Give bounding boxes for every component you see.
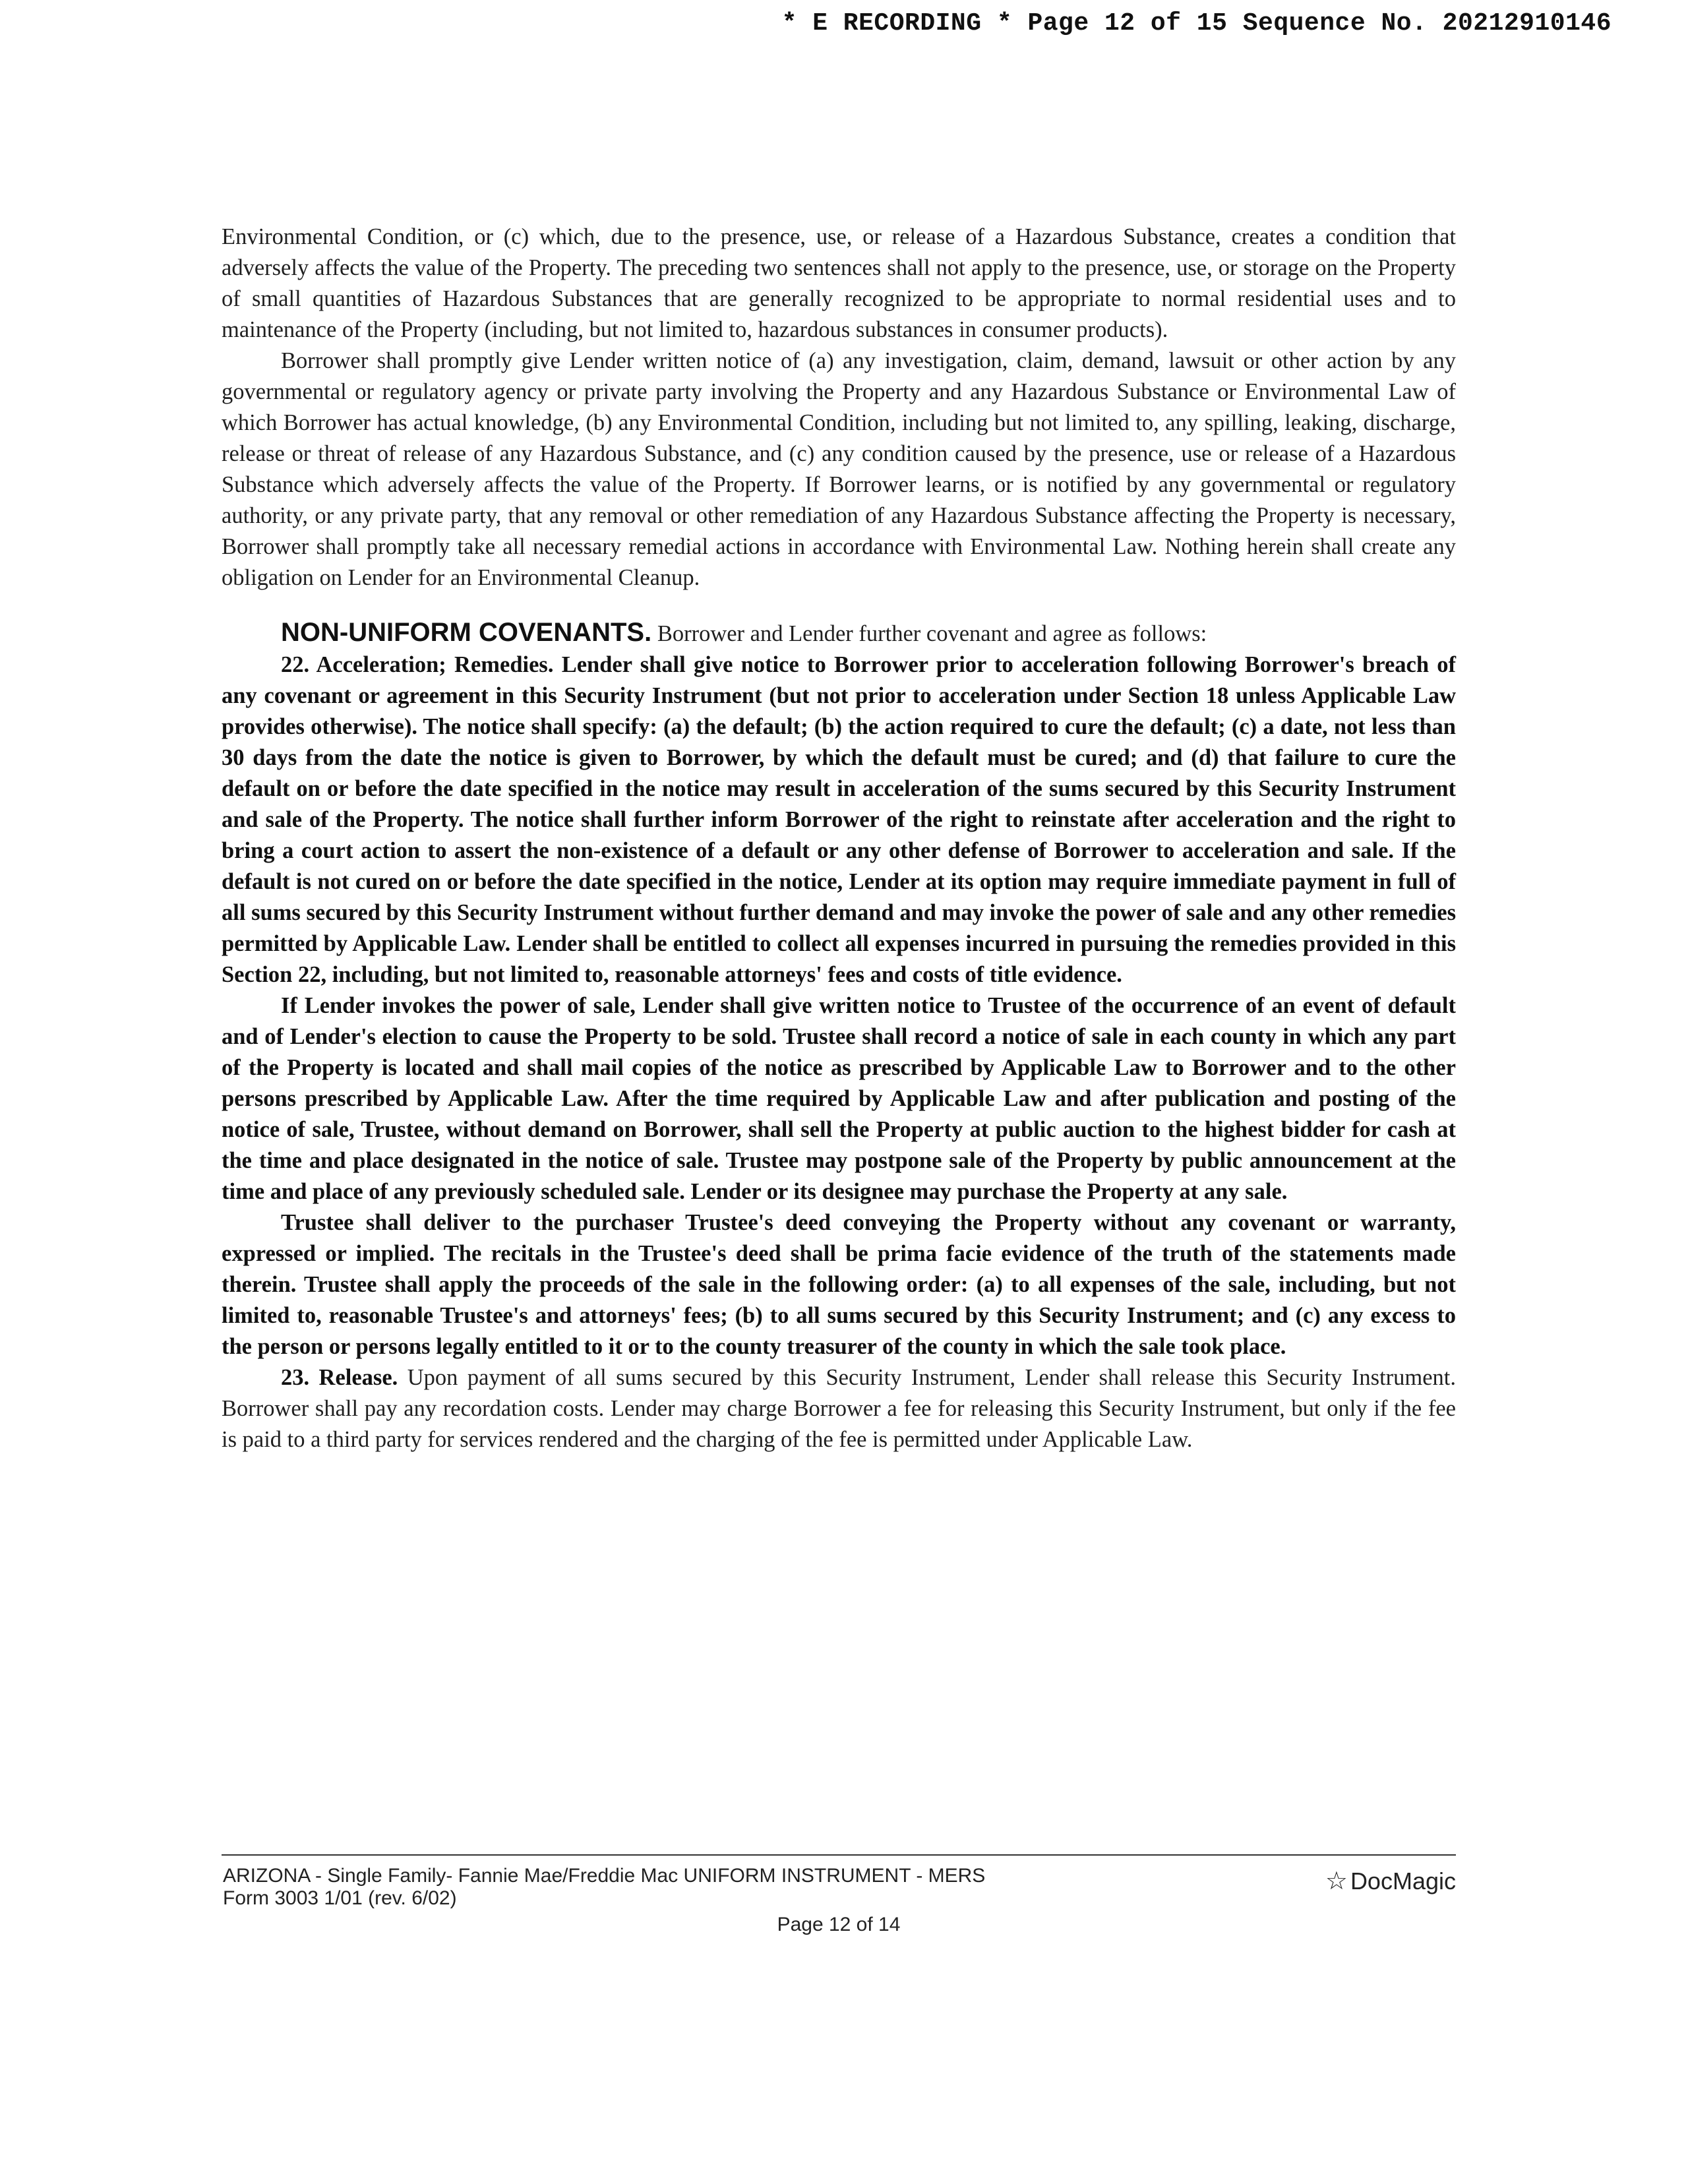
page-footer bbox=[222, 1854, 1456, 1935]
docmagic-logo-text: DocMagic bbox=[1350, 1867, 1456, 1895]
paragraph-environmental-condition: Environmental Condition, or (c) which, due to the presence, use, or release of a Hazardous Substance, creates a condition that adversely affects the value of the Property. The preceding two sentences shall not apply to the presence, use, or storage on the Property of small quantities of Hazardous Substances that are generally recognized to be appropriate to normal residential uses and to maintenance of the Property (including, but not limited to, hazardous substances in consumer products). bbox=[222, 224, 1456, 342]
section-23-title: 23. Release. bbox=[281, 1365, 398, 1390]
recording-header: * E RECORDING * Page 12 of 15 Sequence No. 20212910146 bbox=[781, 9, 1612, 38]
star-outline-icon: ☆ bbox=[1325, 1867, 1348, 1895]
form-line-1: ARIZONA - Single Family- Fannie Mae/Freddie Mac UNIFORM INSTRUMENT - MERS bbox=[223, 1865, 986, 1887]
non-uniform-covenants-heading: NON-UNIFORM COVENANTS. bbox=[281, 618, 652, 647]
section-22-text: Lender shall give notice to Borrower prior to acceleration following Borrower's breach of any covenant or agreement in this Security Instrument (but not prior to acceleration under Section 18 unless Applicable Law provides otherwise). The notice shall specify: (a) the default; (b) the action required to cure the default; (c) a date, not less than 30 days from the date the notice is given to Borrower, by which the default must be cured; and (d) that failure to cure the default on or before the date specified in the notice may result in acceleration of the sums secured by this Security Instrument and sale of the Property. The notice shall further inform Borrower of the right to reinstate after acceleration and the right to bring a court action to assert the non-existence of a default or any other defense of Borrower to acceleration and sale. If the default is not cured on or before the date specified in the notice, Lender at its option may require immediate payment in full of all sums secured by this Security Instrument without further demand and may invoke the power of sale and any other remedies permitted by Applicable Law. Lender shall be entitled to collect all expenses incurred in pursuing the remedies provided in this Section 22, including, but not limited to, reasonable attorneys' fees and costs of title evidence. bbox=[222, 652, 1457, 987]
form-identifier bbox=[223, 1865, 985, 1910]
document-body bbox=[222, 222, 1456, 1455]
non-uniform-covenants-line bbox=[222, 617, 1456, 650]
section-23-paragraph bbox=[222, 1362, 1456, 1455]
paragraph-trustee-deed: Trustee shall deliver to the purchaser Trustee's deed conveying the Property without any covenant or warranty, expressed or implied. The recitals in the Trustee's deed shall be prima facie evidence of the truth of the statements made therein. Trustee shall apply the proceeds of the sale in the following order: (a) to all expenses of the sale, including, but not limited to, reasonable Trustee's and attorneys' fees; (b) to all sums secured by this Security Instrument; and (c) any excess to the person or persons legally entitled to it or to the county treasurer of the county in which the sale took place. bbox=[222, 1210, 1456, 1359]
section-23-text: Upon payment of all sums secured by this Security Instrument, Lender shall release this Security Instrument. Borrower shall pay any recordation costs. Lender may charge Borrower a fee for releasing this Security Instrument, but only if the fee is paid to a third party for services rendered and the charging of the fee is permitted under Applicable Law. bbox=[222, 1365, 1457, 1452]
paragraph-power-of-sale: If Lender invokes the power of sale, Lender shall give written notice to Trustee of the occurrence of an event of default and of Lender's election to cause the Property to be sold. Trustee shall record a notice of sale in each county in which any part of the Property is located and shall mail copies of the notice as prescribed by Applicable Law to Borrower and to the other persons prescribed by Applicable Law. After the time required by Applicable Law and after publication and posting of the notice of sale, Trustee, without demand on Borrower, shall sell the Property at public auction to the highest bidder for cash at the time and place designated in the notice of sale. Trustee may postpone sale of the Property by public announcement at the time and place of any previously scheduled sale. Lender or its designee may purchase the Property at any sale. bbox=[222, 993, 1456, 1204]
paragraph-borrower-notice: Borrower shall promptly give Lender written notice of (a) any investigation, claim, demand, lawsuit or other action by any governmental or regulatory agency or private party involving the Property and any Hazardous Substance or Environmental Law of which Borrower has actual knowledge, (b) any Environmental Condition, including but not limited to, any spilling, leaking, discharge, release or threat of release of any Hazardous Substance, and (c) any condition caused by the presence, use or release of a Hazardous Substance which adversely affects the value of the Property. If Borrower learns, or is notified by any governmental or regulatory authority, or any private party, that any removal or other remediation of any Hazardous Substance affecting the Property is necessary, Borrower shall promptly take all necessary remedial actions in accordance with Environmental Law. Nothing herein shall create any obligation on Lender for an Environmental Cleanup. bbox=[222, 348, 1456, 590]
section-gap bbox=[222, 593, 1456, 617]
form-line-2: Form 3003 1/01 (rev. 6/02) bbox=[223, 1887, 457, 1909]
docmagic-logo bbox=[1325, 1866, 1456, 1896]
section-22-title: 22. Acceleration; Remedies. bbox=[281, 652, 554, 677]
non-uniform-covenants-text: Borrower and Lender further covenant and agree as follows: bbox=[657, 621, 1207, 646]
page-number: Page 12 of 14 bbox=[777, 1914, 901, 1935]
section-22-paragraph bbox=[222, 650, 1456, 990]
